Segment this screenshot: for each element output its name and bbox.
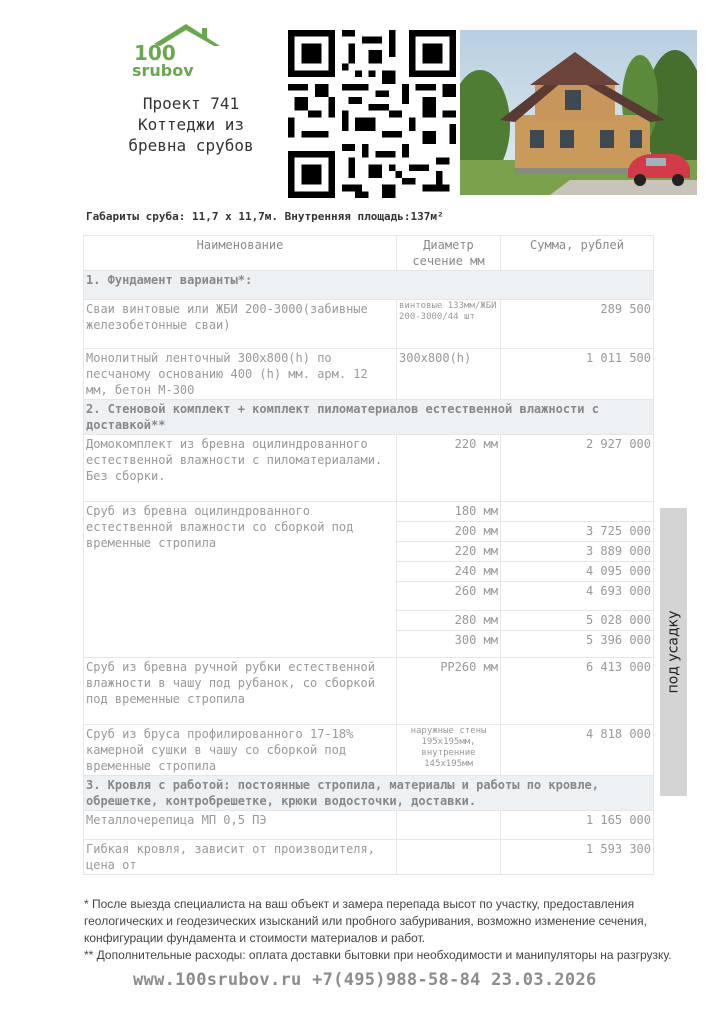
row-diameter: 280 мм bbox=[397, 611, 501, 631]
row-diameter: 240 мм bbox=[397, 562, 501, 582]
section-walls bbox=[84, 400, 654, 435]
header-diameter: Диаметр сечение мм bbox=[397, 236, 501, 271]
section-roof bbox=[84, 776, 654, 811]
logo-text-bottom: srubov bbox=[132, 61, 194, 80]
table-row bbox=[84, 502, 654, 522]
row-sum: 1 593 300 bbox=[501, 840, 654, 875]
row-sum: 4 095 000 bbox=[501, 562, 654, 582]
row-diameter: 260 мм bbox=[397, 582, 501, 611]
row-sum: 289 500 bbox=[501, 300, 654, 349]
row-name: Монолитный ленточный 300х800(h) по песчаному основанию 400 (h) мм. арм. 12 мм, бетон М-300 bbox=[84, 349, 397, 400]
row-name: Сваи винтовые или ЖБИ 200-3000(забивные железобетонные сваи) bbox=[84, 300, 397, 349]
row-diameter: 200 мм bbox=[397, 522, 501, 542]
row-name: Металлочерепица МП 0,5 ПЭ bbox=[84, 811, 397, 840]
row-name: Домокомплект из бревна оцилиндрованного естественной влажности с пиломатериалами. Без сборки. bbox=[84, 435, 397, 502]
section-title: 1. Фундамент варианты*: bbox=[84, 271, 654, 300]
table-header-row bbox=[84, 236, 654, 271]
spec-table bbox=[83, 235, 654, 875]
header-sum: Сумма, рублей bbox=[501, 236, 654, 271]
row-sum bbox=[501, 502, 654, 522]
row-diameter: 180 мм bbox=[397, 502, 501, 522]
row-sum: 6 413 000 bbox=[501, 658, 654, 725]
row-name: Гибкая кровля, зависит от производителя, цена от bbox=[84, 840, 397, 875]
header-name: Наименование bbox=[84, 236, 397, 271]
table-row bbox=[84, 300, 654, 349]
row-name: Сруб из бревна оцилиндрованного естественной влажности со сборкой под временные стропила bbox=[84, 502, 397, 658]
row-sum: 3 889 000 bbox=[501, 542, 654, 562]
row-sum: 4 693 000 bbox=[501, 582, 654, 611]
title-line-1: Проект 741 bbox=[142, 94, 240, 113]
row-diameter bbox=[397, 840, 501, 875]
title-line-2: Коттеджи из bbox=[138, 115, 244, 134]
row-sum: 5 396 000 bbox=[501, 631, 654, 658]
row-sum: 4 818 000 bbox=[501, 725, 654, 776]
table-row bbox=[84, 725, 654, 776]
house-photo[interactable] bbox=[460, 30, 697, 195]
row-diameter: наружные стены 195х195мм, внутренние 145х195мм bbox=[397, 725, 501, 776]
table-row bbox=[84, 840, 654, 875]
row-diameter: 220 мм bbox=[397, 435, 501, 502]
table-row bbox=[84, 349, 654, 400]
row-diameter: РР260 мм bbox=[397, 658, 501, 725]
table-row bbox=[84, 435, 654, 502]
row-diameter: 220 мм bbox=[397, 542, 501, 562]
row-name: Сруб из бревна ручной рубки естественной влажности в чашу под рубанок, со сборкой под временные стропила bbox=[84, 658, 397, 725]
footnotes bbox=[84, 896, 704, 964]
side-tab-label: под усадку bbox=[665, 610, 682, 694]
row-name: Сруб из бруса профилированного 17-18% камерной сушки в чашу со сборкой под временные стропила bbox=[84, 725, 397, 776]
row-sum: 1 165 000 bbox=[501, 811, 654, 840]
project-title bbox=[96, 93, 286, 156]
table-row bbox=[84, 658, 654, 725]
row-sum: 1 011 500 bbox=[501, 349, 654, 400]
section-title: 3. Кровля с работой: постоянные стропила, материалы и работы по кровле, обрешетке, контробрешетке, крюки водосточки, доставки. bbox=[84, 776, 654, 811]
row-diameter: 300х800(h) bbox=[397, 349, 501, 400]
shrinkage-side-tab bbox=[660, 508, 687, 796]
footnote-2: ** Дополнительные расходы: оплата доставки бытовки при необходимости и манипуляторы на разгрузку. bbox=[84, 948, 672, 962]
section-title: 2. Стеновой комплект + комплект пиломатериалов естественной влажности с доставкой** bbox=[84, 400, 654, 435]
qr-code[interactable] bbox=[288, 30, 456, 198]
row-sum: 2 927 000 bbox=[501, 435, 654, 502]
dimensions-line: Габариты сруба: 11,7 х 11,7м. Внутренняя площадь:137м² bbox=[86, 210, 444, 223]
row-sum: 5 028 000 bbox=[501, 611, 654, 631]
footnote-1: * После выезда специалиста на ваш объект и замера перепада высот по участку, предоставления геологических и геодезических изысканий или пробного забуривания, возможно изменение сечения, конфигурации фундамента и стоимости материалов и работ. bbox=[84, 897, 647, 945]
row-sum: 3 725 000 bbox=[501, 522, 654, 542]
row-diameter: 300 мм bbox=[397, 631, 501, 658]
section-foundation bbox=[84, 271, 654, 300]
logo-text-top: 100 bbox=[134, 41, 176, 65]
row-diameter: винтовые 133мм/ЖБИ 200-3000/44 шт bbox=[397, 300, 501, 349]
table-row bbox=[84, 811, 654, 840]
title-line-3: бревна срубов bbox=[128, 136, 254, 155]
row-diameter bbox=[397, 811, 501, 840]
footer-contacts[interactable]: www.100srubov.ru +7(495)988-58-84 23.03.2026 bbox=[133, 970, 597, 990]
company-logo[interactable] bbox=[124, 22, 228, 82]
